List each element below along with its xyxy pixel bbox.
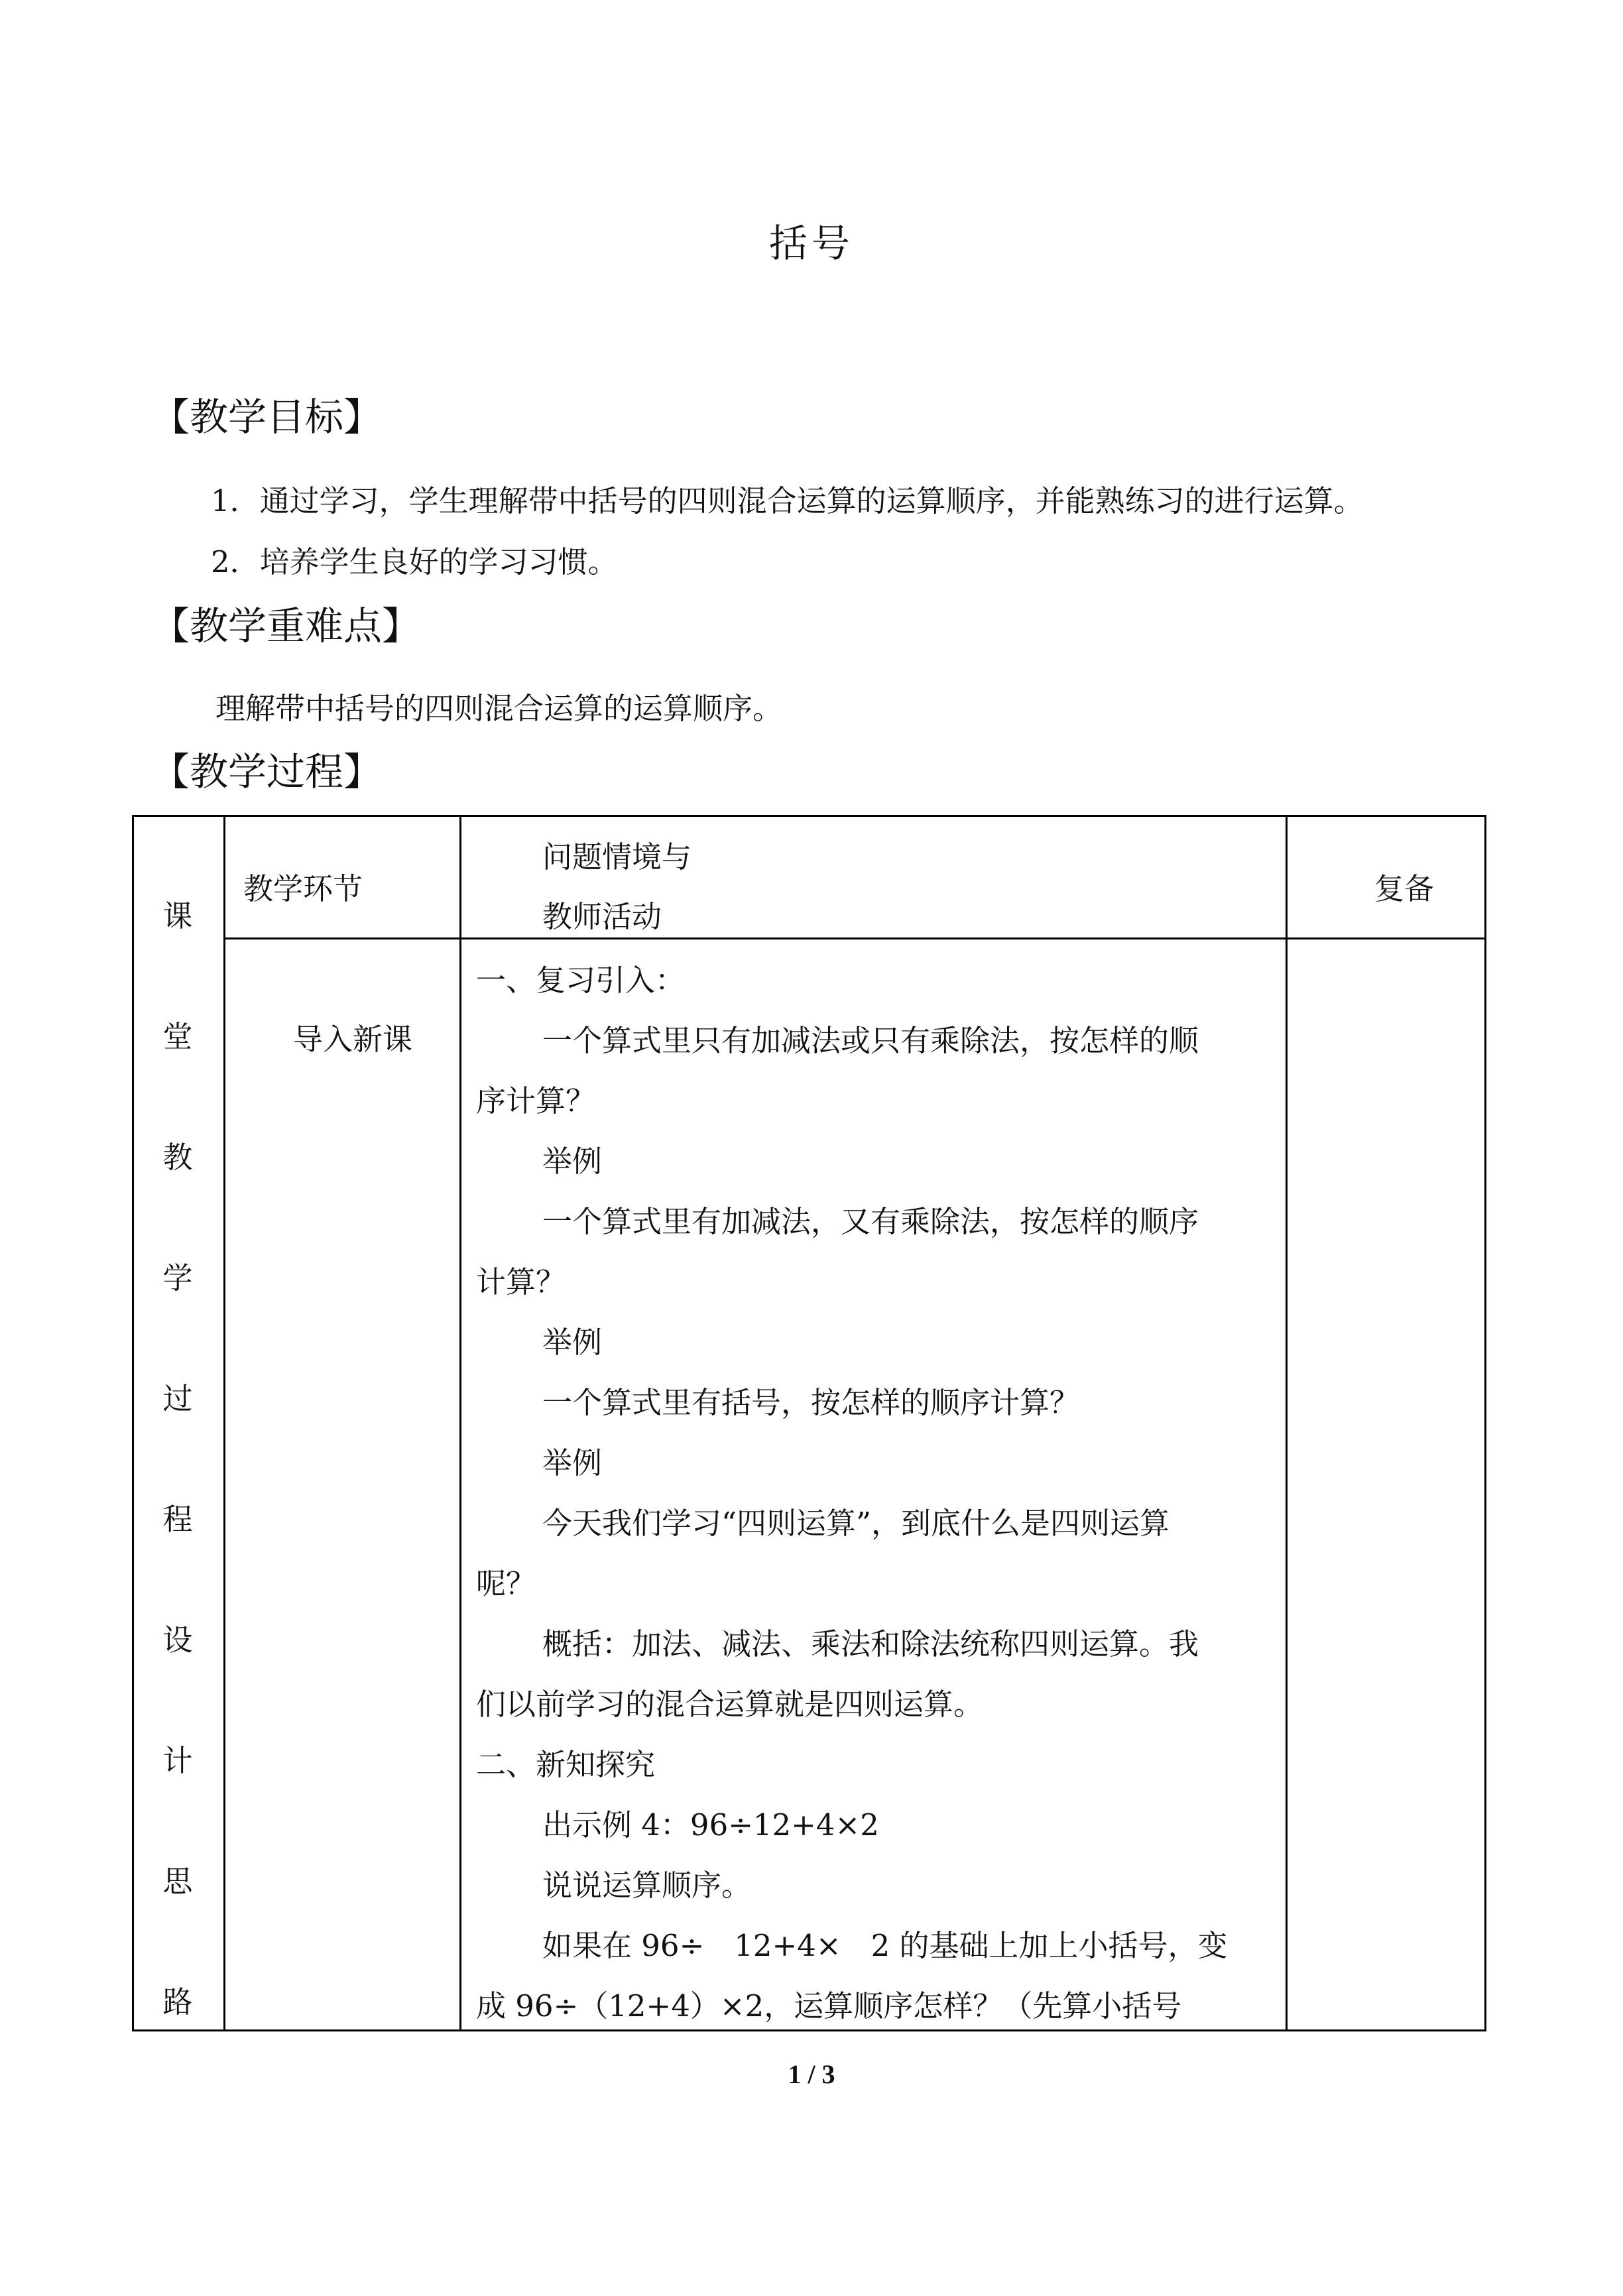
activity-line: 序计算？ (476, 1083, 596, 1118)
side-char: 路 (162, 1984, 193, 2020)
activity-line: 一、复习引入： (476, 963, 686, 998)
page-number: 1 / 3 (788, 2059, 835, 2089)
activity-line: 一个算式里只有加减法或只有乘除法，按怎样的顺 (542, 1023, 1199, 1058)
activity-line: 举例 (542, 1445, 603, 1480)
key-points-heading: 【教学重难点】 (151, 603, 421, 648)
side-label (132, 815, 223, 2029)
activity-line: 说说运算顺序。 (542, 1868, 752, 1903)
activity-line: 如果在 96÷ 12+4× 2 的基础上加上小括号，变 (542, 1928, 1228, 1963)
activity-line: 们以前学习的混合运算就是四则运算。 (476, 1687, 984, 1722)
side-char: 计 (162, 1743, 193, 1778)
activity-line: 今天我们学习“四则运算”，到底什么是四则运算 (542, 1506, 1170, 1541)
activity-line: 举例 (542, 1325, 603, 1360)
goals-heading: 【教学目标】 (151, 394, 383, 440)
process-heading: 【教学过程】 (151, 749, 383, 794)
activity-line: 计算？ (476, 1264, 566, 1299)
side-char: 设 (162, 1622, 193, 1658)
side-char: 过 (162, 1381, 193, 1416)
lesson-process-table (132, 815, 1486, 2031)
header-notes: 复备 (1374, 871, 1435, 906)
key-points-text: 理解带中括号的四则混合运算的运算顺序。 (215, 691, 783, 726)
header-segment: 教学环节 (243, 871, 363, 906)
activity-line: 一个算式里有括号，按怎样的顺序计算？ (542, 1385, 1080, 1420)
activity-line: 成 96÷（12+4）×2，运算顺序怎样？（先算小括号 (476, 1988, 1182, 2024)
activity-line: 举例 (542, 1144, 603, 1179)
document-title: 括号 (768, 221, 854, 266)
side-char: 学 (162, 1260, 193, 1296)
notes-cell (1287, 939, 1486, 2031)
segment-cell (225, 939, 461, 2031)
activity-line: 呢？ (476, 1566, 536, 1601)
side-char: 教 (162, 1140, 193, 1175)
side-char: 程 (162, 1502, 193, 1537)
segment-label: 导入新课 (293, 1022, 413, 1057)
activity-line: 一个算式里有加减法，又有乘除法，按怎样的顺序 (542, 1204, 1199, 1239)
side-char: 思 (162, 1864, 193, 1899)
header-activity-line1: 问题情境与 (542, 839, 692, 875)
activity-line: 出示例 4：96÷12+4×2 (542, 1807, 879, 1843)
goal-item-2: 2．培养学生良好的学习习惯。 (211, 544, 618, 579)
goal-item-1: 1．通过学习，学生理解带中括号的四则混合运算的运算顺序，并能熟练习的进行运算。 (211, 483, 1364, 518)
activity-line: 二、新知探究 (476, 1747, 656, 1782)
side-char: 课 (162, 898, 193, 934)
activity-line: 概括：加法、减法、乘法和除法统称四则运算。我 (542, 1626, 1199, 1662)
header-activity-line2: 教师活动 (542, 899, 662, 934)
side-char: 堂 (162, 1019, 193, 1054)
